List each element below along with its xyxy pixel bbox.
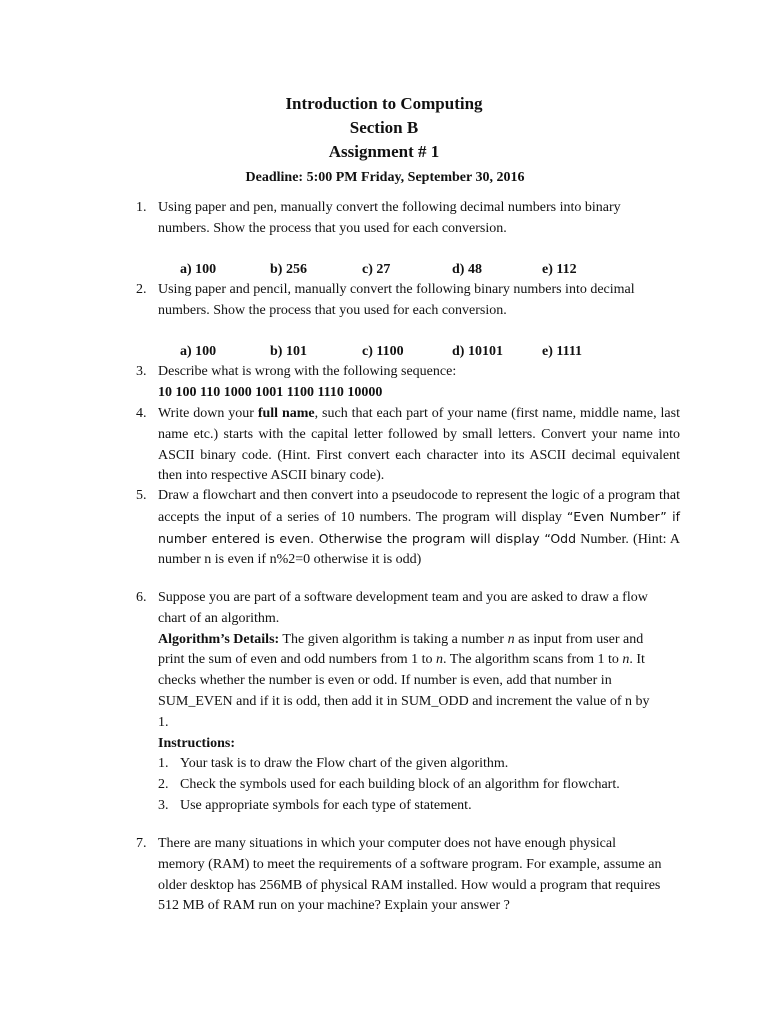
q1-option-a: a) 100 [180,262,217,277]
question-3 [136,362,680,404]
variable-n: n [622,652,630,668]
question-text: There are many situations in which your computer does not have enough physical memory (RAM) to meet the requirements of a software program. For example, assume an older desktop has 256MB of physical RAM installed. How would a program that requires 512 MB of RAM run on your machine? Explain your answer ? [158,836,662,914]
text-run: Write down your [158,406,258,421]
question-text: Using paper and pen, manually convert the following decimal numbers into binary numbers. Show the process that you used for each conversion. [158,200,621,236]
instruction-text: Your task is to draw the Flow chart of the given algorithm. [180,756,509,772]
assignment-title: Assignment # 1 [328,142,440,161]
instruction-text: Check the symbols used for each building block of an algorithm for flowchart. [180,777,620,793]
instruction-item [158,754,658,775]
q2-option-e: e) 1111 [542,344,583,359]
question-text [158,486,680,571]
question-text [158,588,658,817]
text-run-sans: “Even Number” if number entered is even. Otherwise the program will display “Odd [158,508,681,546]
text-run: Draw a flowchart and then convert into a pseudocode to represent the logic of a program that accepts the input of a series of 10 numbers. The program will display [158,488,680,525]
q2-option-c: c) 1100 [362,344,404,359]
q1-option-c: c) 27 [362,262,391,277]
q2-option-a: a) 100 [180,344,217,359]
question-number: 5. [136,488,147,503]
deadline: Deadline: 5:00 PM Friday, September 30, 2016 [245,170,525,185]
question-4 [136,404,680,487]
question-number: 7. [136,836,147,851]
text-run: , such that each part of your name (first name, middle name, last name etc.) starts with the capital letter followed by small letters. Convert your name into ASCII binary code. (Hint. First convert each character into its ASCII decimal equivalent then into respective ASCII binary code). [158,406,680,484]
instructions-label: Instructions: [158,735,236,751]
question-number: 6. [136,590,147,605]
instruction-item [158,796,658,817]
text-run: The given algorithm is taking a number [279,631,508,647]
text-run: . The algorithm scans from 1 to [443,652,623,668]
question-prompt: Describe what is wrong with the following sequence: [158,364,457,379]
section-title: Section B [349,118,419,137]
question-6 [136,588,680,817]
instruction-item [158,775,658,796]
document-header [0,92,768,188]
question-intro: Suppose you are part of a software development team and you are asked to draw a flow chart of an algorithm. [158,590,648,626]
full-name-emphasis: full name [257,406,315,421]
q1-option-e: e) 112 [542,262,577,277]
binary-sequence: 10 100 110 1000 1001 1100 1110 10000 [158,384,383,400]
q2-option-b: b) 101 [270,344,307,359]
q2-option-d: d) 10101 [452,344,503,359]
question-number: 1. [136,200,147,215]
question-number: 2. [136,282,147,297]
instruction-text: Use appropriate symbols for each type of statement. [180,797,472,813]
question-5 [136,486,680,571]
variable-n: n [507,631,515,647]
q1-option-b: b) 256 [270,262,307,277]
q1-option-d: d) 48 [452,262,482,277]
question-text: Using paper and pencil, manually convert the following binary numbers into decimal numbers. Show the process that you used for each conversion. [158,282,635,318]
details-label: Algorithm’s Details: [158,631,280,647]
question-1 [136,198,680,240]
course-title: Introduction to Computing [285,94,483,113]
question-number: 4. [136,406,147,421]
instruction-number: 3. [158,797,169,813]
instruction-number: 2. [158,777,169,793]
question-2 [136,280,680,322]
text-run: as input from user and print the sum of even and odd numbers from 1 to [158,631,644,668]
question-7 [136,834,680,917]
question-text [158,404,680,487]
instruction-number: 1. [158,756,169,772]
question-number: 3. [136,364,147,379]
text-run: . It checks whether the number is even or odd. If number is even, add that number in SUM_EVEN and if it is odd, then add it in SUM_ODD and increment the value of n by 1. [158,652,650,730]
algorithm-details [158,630,658,734]
variable-n: n [436,652,444,668]
text-run: Number. (Hint: A number n is even if n%2=0 otherwise it is odd) [158,531,680,568]
question-text [158,362,680,404]
